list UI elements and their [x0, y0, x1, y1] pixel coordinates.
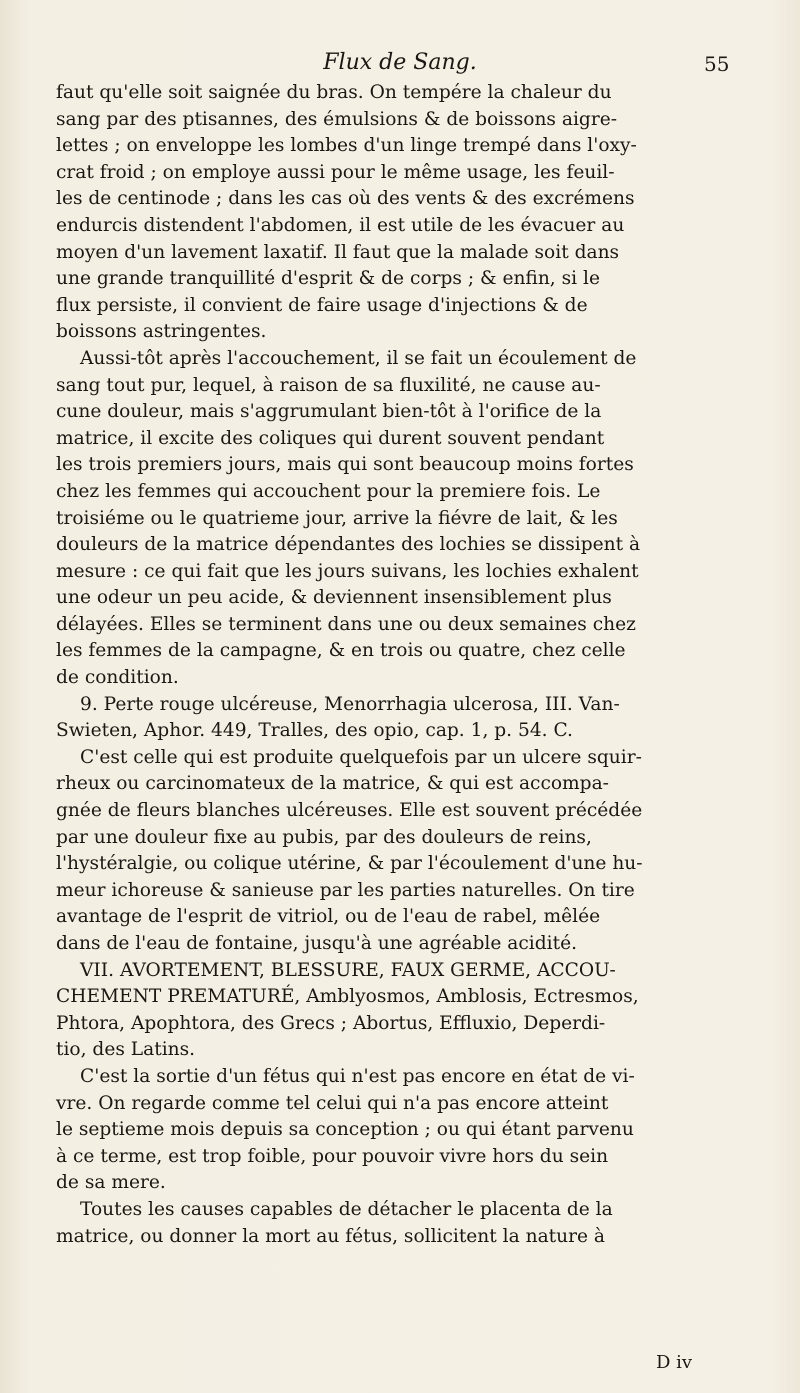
text-line: endurcis distendent l'abdomen, il est utile de les évacuer au — [56, 214, 625, 236]
text-line: Swieten, Aphor. 449, Tralles, des opio, cap. 1, p. 54. C. — [56, 720, 573, 742]
text-line: crat froid ; on employe aussi pour le même usage, les feuil- — [56, 161, 615, 183]
section-heading: VII. AVORTEMENT, BLESSURE, FAUX GERME, ACCOU- — [80, 959, 616, 981]
signature-mark: D iv — [656, 1352, 693, 1373]
text-line: les femmes de la campagne, & en trois ou quatre, chez celle — [56, 640, 626, 662]
text-line: tio, des Latins. — [56, 1039, 196, 1061]
text-line: sang par des ptisannes, des émulsions & de boissons aigre- — [56, 108, 617, 130]
page-body — [56, 80, 752, 1250]
text-line: les trois premiers jours, mais qui sont beaucoup moins fortes — [56, 454, 634, 476]
text-line: de sa mere. — [56, 1172, 166, 1194]
text-line: par une douleur fixe au pubis, par des douleurs de reins, — [56, 826, 592, 848]
text-line: chez les femmes qui accouchent pour la premiere fois. Le — [56, 480, 601, 502]
text-line: l'hystéralgie, ou colique utérine, & par l'écoulement d'une hu- — [56, 853, 643, 875]
text-line: C'est la sortie d'un fétus qui n'est pas encore en état de vi- — [80, 1065, 635, 1087]
text-line: dans de l'eau de fontaine, jusqu'à une agréable acidité. — [56, 933, 577, 954]
text-line: les de centinode ; dans les cas où des vents & des excrémens — [56, 188, 635, 210]
paragraph-lochies — [56, 346, 752, 692]
text-line: Aussi-tôt après l'accouchement, il se fait un écoulement de — [80, 347, 637, 369]
text-line: matrice, ou donner la mort au fétus, sollicitent la nature à — [56, 1225, 606, 1247]
text-line: 9. Perte rouge ulcéreuse, Menorrhagia ulcerosa, III. Van- — [80, 693, 620, 715]
text-line: lettes ; on enveloppe les lombes d'un linge trempé dans l'oxy- — [56, 135, 637, 157]
text-line: douleurs de la matrice dépendantes des lochies se dissipent à — [56, 534, 641, 556]
running-title: Flux de Sang. — [323, 50, 477, 75]
paragraph-avortement — [56, 958, 752, 1251]
text-line: une odeur un peu acide, & deviennent insensiblement plus — [56, 587, 612, 609]
text-line: CHEMENT PREMATURÉ, Amblyosmos, Amblosis, Ectresmos, — [56, 986, 639, 1008]
text-line: délayées. Elles se terminent dans une ou deux semaines chez — [56, 613, 636, 635]
text-line: Phtora, Apophtora, des Grecs ; Abortus, Effluxio, Deperdi- — [56, 1012, 606, 1034]
text-line: avantage de l'esprit de vitriol, ou de l'eau de rabel, mêlée — [56, 906, 601, 928]
page-number: 55 — [704, 52, 730, 76]
text-line: le septieme mois depuis sa conception ; ou qui étant parvenu — [56, 1119, 634, 1141]
text-line: troisiéme ou le quatrieme jour, arrive la fiévre de lait, & les — [56, 507, 618, 529]
text-line: vre. On regarde comme tel celui qui n'a pas encore atteint — [56, 1092, 609, 1114]
text-line: gnée de fleurs blanches ulcéreuses. Elle est souvent précédée — [56, 800, 643, 822]
text-line: sang tout pur, lequel, à raison de sa fluxilité, ne cause au- — [56, 374, 601, 396]
text-line: flux persiste, il convient de faire usage d'injections & de — [56, 294, 588, 316]
text-line: à ce terme, est trop foible, pour pouvoir vivre hors du sein — [56, 1145, 609, 1167]
text-line: boissons astringentes. — [56, 321, 267, 343]
text-line: rheux ou carcinomateux de la matrice, & qui est accompa- — [56, 773, 609, 795]
text-line: de condition. — [56, 667, 179, 689]
text-line: meur ichoreuse & sanieuse par les parties naturelles. On tire — [56, 879, 635, 901]
text-line: mesure : ce qui fait que les jours suivans, les lochies exhalent — [56, 560, 639, 582]
text-line: moyen d'un lavement laxatif. Il faut que la malade soit dans — [56, 241, 620, 263]
text-line: Toutes les causes capables de détacher le placenta de la — [80, 1198, 613, 1220]
paragraph-treatment — [56, 80, 752, 346]
text-line: une grande tranquillité d'esprit & de corps ; & enfin, si le — [56, 268, 600, 290]
text-line: C'est celle qui est produite quelquefois par un ulcere squir- — [80, 746, 642, 768]
paragraph-perte-rouge — [56, 692, 752, 958]
text-line: faut qu'elle soit saignée du bras. On tempére la chaleur du — [56, 82, 612, 103]
text-line: matrice, il excite des coliques qui durent souvent pendant — [56, 427, 605, 449]
text-line: cune douleur, mais s'aggrumulant bien-tôt à l'orifice de la — [56, 401, 602, 423]
